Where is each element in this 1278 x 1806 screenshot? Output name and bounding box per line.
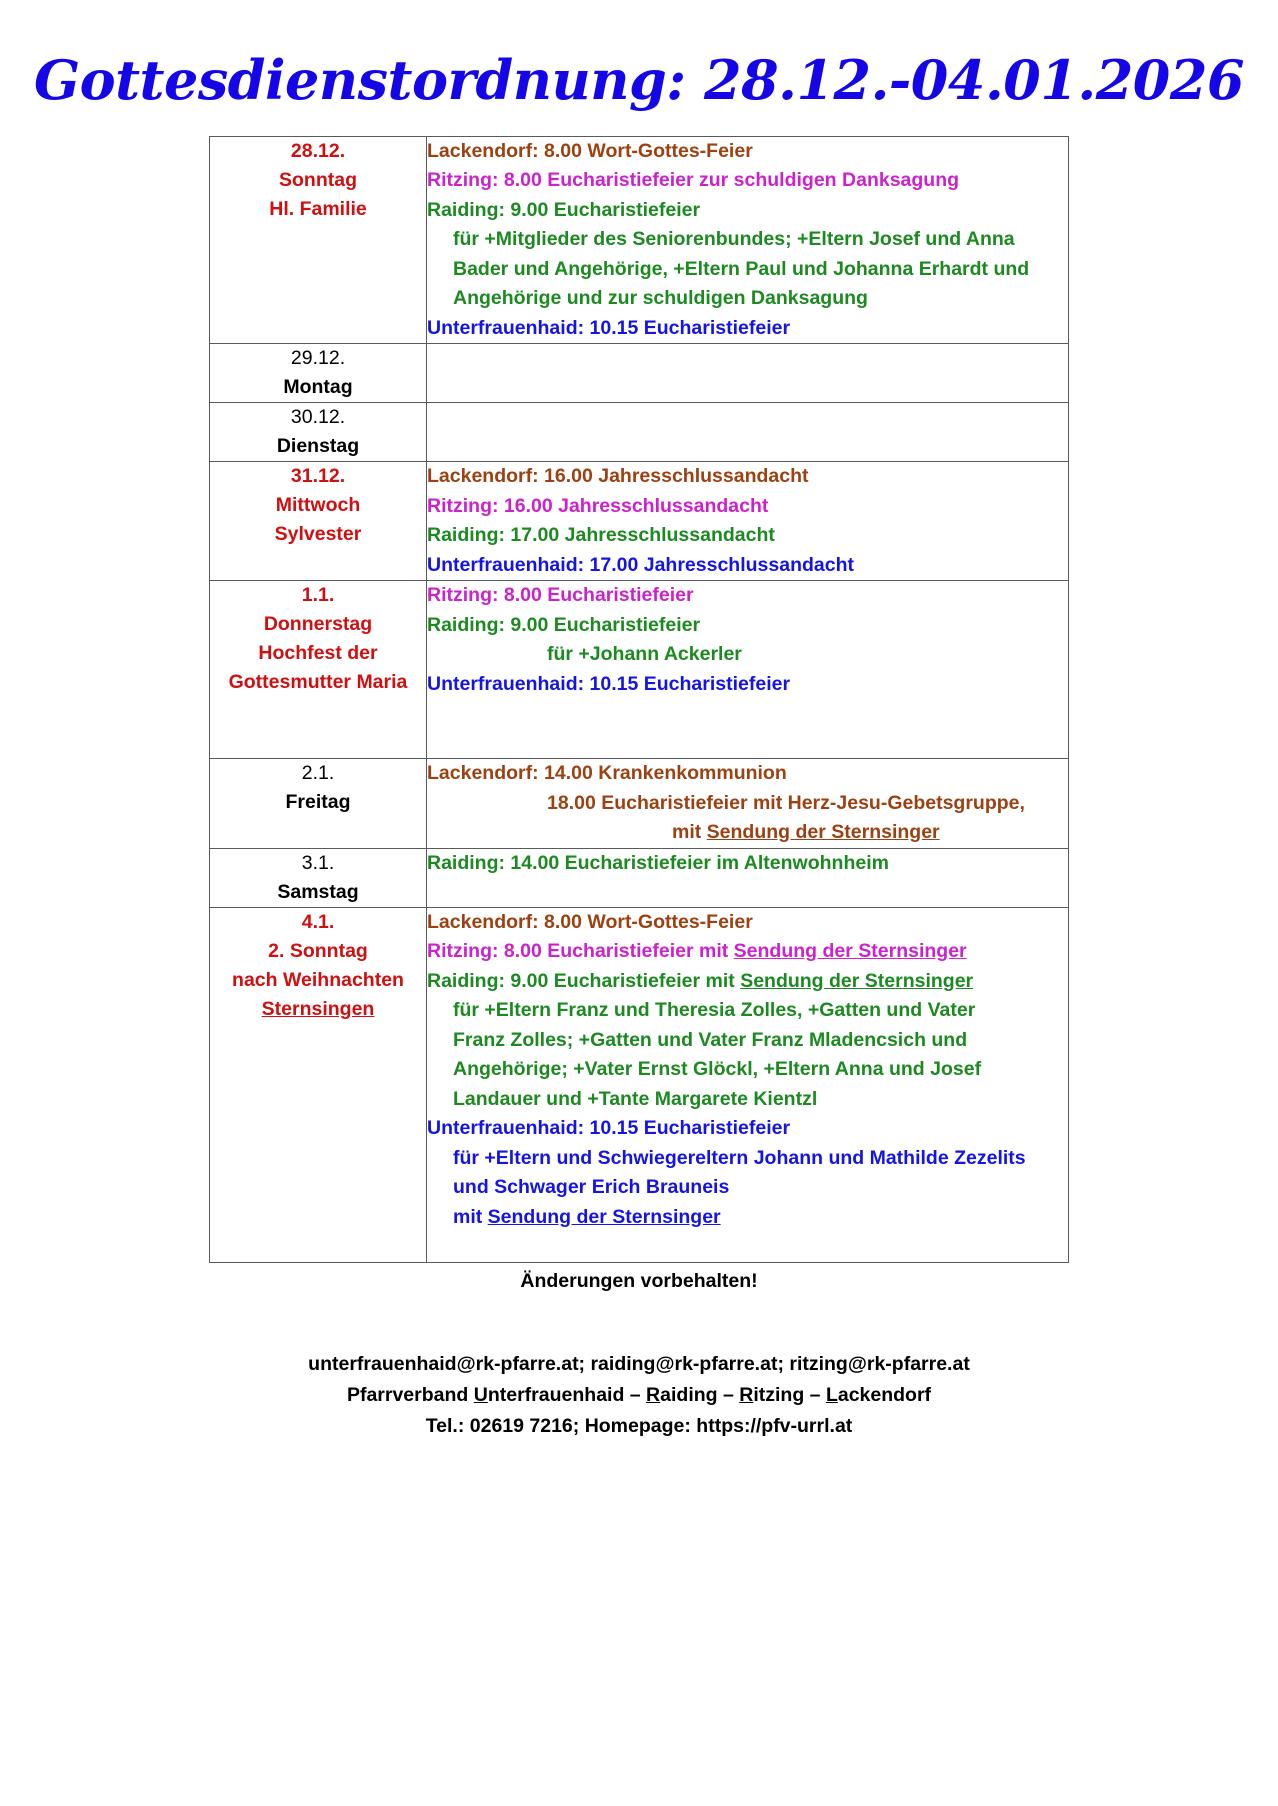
table-row (210, 581, 1069, 759)
event-text: Ritzing: 8.00 Eucharistiefeier mit (427, 940, 734, 963)
table-row (210, 907, 1069, 1262)
day-cell (210, 344, 427, 403)
day-line: Sonntag (279, 168, 357, 191)
event-text-emphasis: Sendung der Sternsinger (733, 940, 967, 963)
event-text: mit (453, 1205, 488, 1228)
footer (0, 1349, 1278, 1442)
table-row (210, 759, 1069, 849)
event-line: Ritzing: 8.00 Eucharistiefeier zur schuldigen Danksagung (427, 169, 960, 192)
event-line: für +Johann Ackerler (547, 643, 742, 666)
empty-events (427, 344, 1068, 373)
event-line (427, 699, 1068, 729)
event-line: Raiding: 17.00 Jahresschlussandacht (427, 524, 775, 547)
footer-parish-line (0, 1380, 1278, 1411)
event-line: für +Eltern Franz und Theresia Zolles, +Gatten und Vater (453, 999, 976, 1022)
events-cell (427, 403, 1069, 462)
day-line: 4.1. (301, 910, 335, 933)
day-cell (210, 907, 427, 1262)
table-row (210, 403, 1069, 462)
day-line: Mittwoch (275, 494, 361, 517)
day-line: 2. Sonntag (268, 939, 368, 962)
event-line: Raiding: 9.00 Eucharistiefeier (427, 198, 701, 221)
footer-parish-part: R (646, 1383, 661, 1406)
footer-parish-part: L (825, 1383, 838, 1406)
table-row (210, 462, 1069, 581)
event-line (427, 1203, 1068, 1233)
event-line: Ritzing: 8.00 Eucharistiefeier (427, 584, 694, 607)
day-line: 28.12. (290, 139, 346, 162)
event-text: mit (672, 821, 707, 844)
events-cell (427, 136, 1069, 344)
day-cell (210, 136, 427, 344)
events-cell (427, 848, 1069, 907)
footer-parish-part: U (473, 1383, 488, 1406)
event-line (427, 818, 1068, 848)
event-text-emphasis: Sendung der Sternsinger (740, 969, 974, 992)
event-line: Unterfrauenhaid: 10.15 Eucharistiefeier (427, 316, 791, 339)
changes-note: Änderungen vorbehalten! (520, 1269, 758, 1292)
footer-parish-part: Pfarrverband (346, 1383, 474, 1406)
event-line: Unterfrauenhaid: 10.15 Eucharistiefeier (427, 672, 791, 695)
schedule-table-wrapper (209, 136, 1069, 1263)
event-line: Lackendorf: 8.00 Wort-Gottes-Feier (427, 139, 753, 162)
event-text: Raiding: 9.00 Eucharistiefeier mit (427, 969, 741, 992)
day-line: 30.12. (290, 406, 346, 429)
day-line: 3.1. (301, 851, 335, 874)
events-cell (427, 759, 1069, 849)
empty-events (427, 403, 1068, 432)
event-line: Unterfrauenhaid: 10.15 Eucharistiefeier (427, 1117, 791, 1140)
events-cell (427, 344, 1069, 403)
events-cell (427, 581, 1069, 759)
footer-parish-part: aiding – (660, 1383, 740, 1406)
day-cell (210, 581, 427, 759)
empty-events (427, 432, 1068, 461)
event-line: Bader und Angehörige, +Eltern Paul und Johanna Erhardt und (453, 257, 1030, 280)
footer-parish-part: nterfrauenhaid – (487, 1383, 647, 1406)
event-line: Lackendorf: 8.00 Wort-Gottes-Feier (427, 910, 753, 933)
day-cell (210, 848, 427, 907)
footer-contact: Tel.: 02619 7216; Homepage: https://pfv-urrl.at (425, 1414, 853, 1437)
event-line: und Schwager Erich Brauneis (453, 1176, 730, 1199)
day-line: Sylvester (274, 523, 362, 546)
footer-parish-part: R (739, 1383, 754, 1406)
event-line: für +Mitglieder des Seniorenbundes; +Eltern Josef und Anna (453, 228, 1015, 251)
event-line: Franz Zolles; +Gatten und Vater Franz Mladencsich und (453, 1028, 968, 1051)
footer-parish-part: itzing – (753, 1383, 826, 1406)
day-line: 29.12. (290, 347, 346, 370)
event-line (427, 967, 1068, 997)
footer-emails: unterfrauenhaid@rk-pfarre.at; raiding@rk-pfarre.at; ritzing@rk-pfarre.at (308, 1352, 970, 1375)
day-line: Gottesmutter Maria (228, 671, 408, 694)
empty-events (427, 373, 1068, 402)
day-line: Hochfest der (258, 642, 378, 665)
day-line: 2.1. (301, 762, 335, 785)
table-row (210, 344, 1069, 403)
event-line: für +Eltern und Schwiegereltern Johann und Mathilde Zezelits (453, 1146, 1026, 1169)
schedule-table (209, 136, 1069, 1263)
page-title: Gottesdienstordnung: 28.12.-04.01.2026 (33, 48, 1244, 112)
table-row (210, 136, 1069, 344)
event-line: Ritzing: 16.00 Jahresschlussandacht (427, 494, 769, 517)
events-cell (427, 907, 1069, 1262)
day-line: 1.1. (301, 584, 335, 607)
event-line: Lackendorf: 16.00 Jahresschlussandacht (427, 465, 809, 488)
event-line: 18.00 Eucharistiefeier mit Herz-Jesu-Gebetsgruppe, (547, 791, 1025, 814)
day-line: Dienstag (276, 435, 360, 458)
footer-parish-part: ackendorf (837, 1383, 932, 1406)
day-line: Samstag (277, 880, 359, 903)
event-line: Lackendorf: 14.00 Krankenkommunion (427, 762, 787, 785)
event-line: Raiding: 14.00 Eucharistiefeier im Altenwohnheim (427, 851, 889, 874)
event-line (427, 1232, 1068, 1262)
event-line: Raiding: 9.00 Eucharistiefeier (427, 613, 701, 636)
day-line: Hl. Familie (269, 197, 367, 220)
day-line: Montag (283, 376, 353, 399)
day-line: 31.12. (290, 465, 346, 488)
event-line (427, 729, 1068, 759)
day-cell (210, 462, 427, 581)
event-line (427, 937, 1068, 967)
table-row (210, 848, 1069, 907)
day-line: nach Weihnachten (232, 968, 404, 991)
day-cell (210, 403, 427, 462)
events-cell (427, 462, 1069, 581)
event-line: Angehörige; +Vater Ernst Glöckl, +Eltern Anna und Josef (453, 1058, 982, 1081)
day-line: Freitag (285, 791, 351, 814)
event-text-emphasis: Sendung der Sternsinger (487, 1205, 721, 1228)
day-line: Donnerstag (263, 613, 373, 636)
day-cell (210, 759, 427, 849)
event-line: Angehörige und zur schuldigen Danksagung (453, 287, 868, 310)
event-line: Unterfrauenhaid: 17.00 Jahresschlussandacht (427, 553, 854, 576)
day-line: Sternsingen (261, 997, 375, 1020)
event-line: Landauer und +Tante Margarete Kientzl (453, 1087, 818, 1110)
event-text-emphasis: Sendung der Sternsinger (706, 821, 940, 844)
